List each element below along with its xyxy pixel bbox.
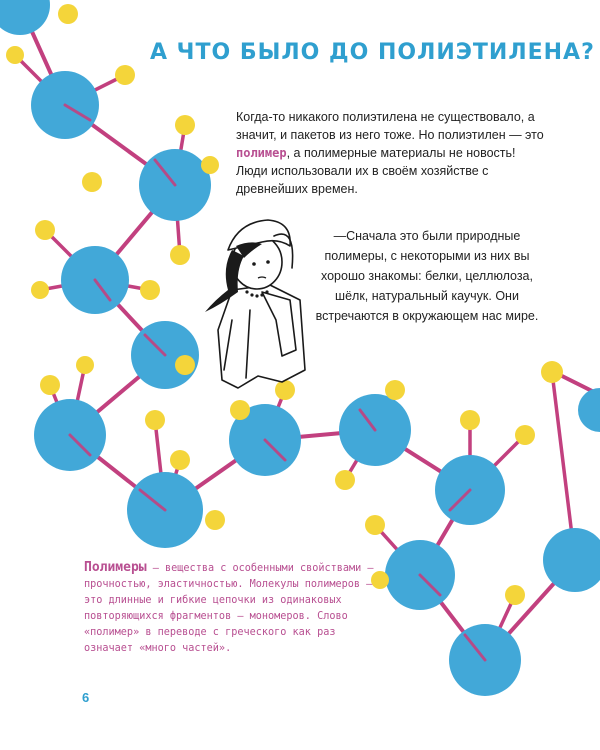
definition-box	[84, 560, 384, 657]
page-number: 6	[82, 690, 90, 705]
quote-text: —Сначала это были природные полимеры, с некоторыми из них вы хорошо знакомы: белки, целлюлоза, шёлк, натуральный каучук. Они встречаются в окружающем нас мире.	[315, 229, 539, 323]
intro-text-after: , а полимерные материалы не новость! Люди использовали их в своём хозяйстве с древнейших времен.	[236, 146, 516, 196]
intro-text-before: Когда-то никакого полиэтилена не существовало, а значит, и пакетов из него тоже. Но полиэтилен — это	[236, 110, 544, 142]
character-quote	[312, 226, 542, 326]
definition-text: — вещества с особенными свойствами — прочностью, эластичностью. Молекулы полимеров — это длинные и гибкие цепочки из одинаковых повторяющихся фрагментов — мономеров. Слово «полимер» в переводе с греческого как раз означает «много частей».	[84, 563, 374, 654]
highlight-term: полимер	[236, 146, 287, 160]
definition-term: Полимеры	[84, 560, 147, 575]
intro-paragraph	[236, 108, 546, 198]
page-title: А ЧТО БЫЛО ДО ПОЛИЭТИЛЕНА?	[150, 40, 595, 65]
